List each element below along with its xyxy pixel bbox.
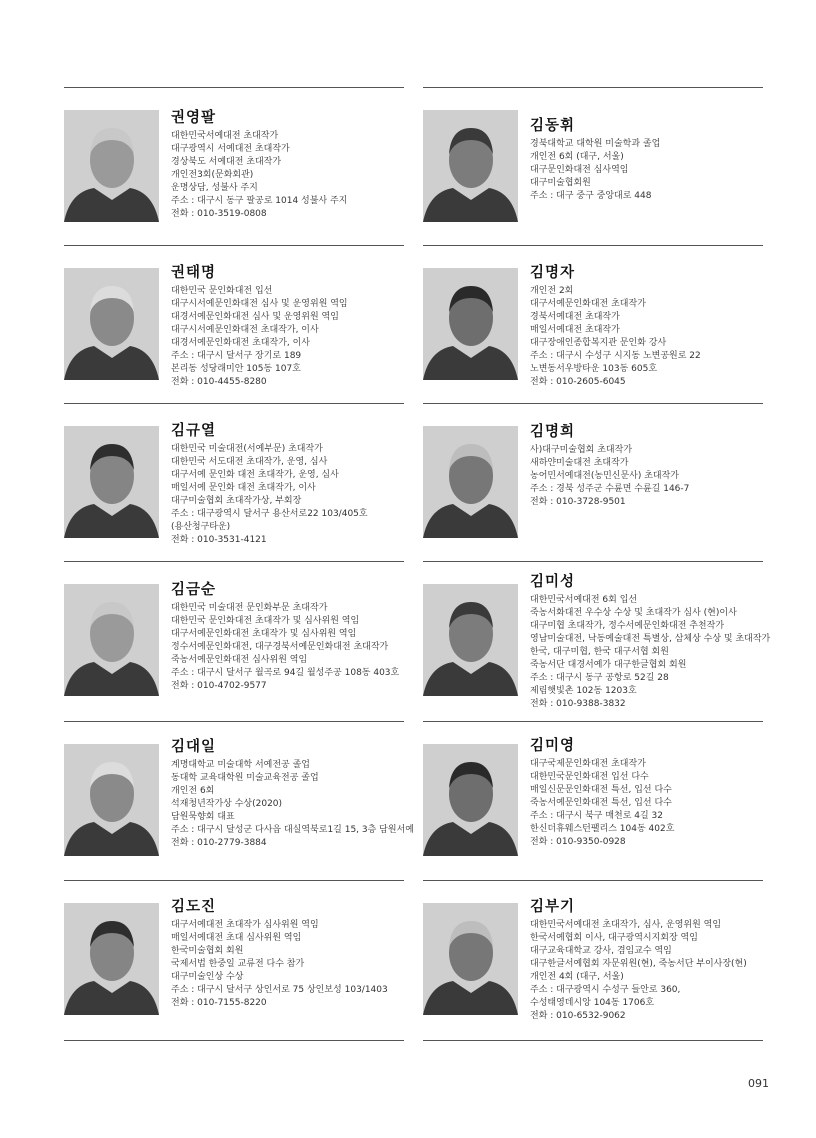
portrait-photo	[423, 426, 518, 538]
artist-detail-line: 대한민국서예대전 초대작가	[171, 131, 279, 141]
artist-entry	[423, 880, 763, 1038]
artist-photo	[423, 903, 518, 1015]
artist-detail-line: 개인전 2회	[530, 286, 574, 296]
artist-detail-line: 매일신문문인화대전 특선, 입선 다수	[530, 785, 672, 795]
artist-detail-line: 대구서예문인화대전 초대작가 및 심사위원 역임	[171, 629, 357, 639]
artist-entry	[64, 245, 404, 403]
artist-detail-line: 개인전 6회	[171, 786, 215, 796]
artist-detail-line: 대구미협 초대작가, 정수서예문인화대전 추천작가	[530, 621, 725, 631]
artist-detail-line: 주소 : 대구시 달성군 다사읍 대실역북로1길 15, 3층 담원서예	[171, 825, 414, 835]
artist-info	[171, 738, 414, 850]
artist-info	[530, 423, 770, 509]
divider	[423, 87, 763, 88]
page-number: 091	[748, 1077, 769, 1090]
artist-detail-line: 전화 : 010-2779-3884	[171, 838, 267, 848]
artist-detail-line: 대구시서예문인화대전 심사 및 운영위원 역임	[171, 299, 348, 309]
artist-detail-line: 주소 : 대구광역시 달서구 용산서로22 103/405호	[171, 509, 368, 519]
artist-photo	[423, 584, 518, 696]
artist-photo	[423, 426, 518, 538]
artist-detail-line: 사)대구미술협회 초대작가	[530, 445, 633, 455]
artist-entry	[423, 245, 763, 403]
artist-detail-line: 계명대학교 미술대학 서예전공 졸업	[171, 760, 310, 770]
artist-detail-line: 대구장애인종합복지관 문인화 강사	[530, 338, 667, 348]
divider	[64, 1040, 404, 1041]
artist-info	[530, 737, 770, 849]
artist-detail-line: 전화 : 010-3728-9501	[530, 497, 626, 507]
artist-detail-line: 죽농서단 대경서예가 대구한글협회 회원	[530, 660, 687, 670]
artist-name: 김대일	[171, 739, 217, 755]
artist-name: 김도진	[171, 899, 217, 915]
artist-detail-line: 전화 : 010-9350-0928	[530, 837, 626, 847]
artist-name: 권태명	[171, 265, 217, 281]
artist-detail-line: 대구교육대학교 강사, 겸임교수 역임	[530, 946, 672, 956]
artist-entry	[64, 403, 404, 561]
artist-detail-line: 대구문인화대전 심사역임	[530, 165, 629, 175]
artist-detail-line: 주소 : 대구시 달서구 상인서로 75 상인보성 103/1403	[171, 985, 388, 995]
divider	[423, 245, 763, 246]
artist-detail-line: 대구미술인상 수상	[171, 972, 244, 982]
artist-entry	[64, 561, 404, 719]
artist-detail-line: 주소 : 대구시 북구 매천로 4길 32	[530, 811, 664, 821]
artist-name: 김규열	[171, 423, 217, 439]
artist-detail-line: 경상북도 서예대전 초대작가	[171, 157, 282, 167]
artist-entry	[64, 721, 414, 879]
artist-detail-line: 매일서예대전 초대작가	[530, 325, 620, 335]
divider	[423, 403, 763, 404]
artist-detail-line: 대구광역시 서예대전 초대작가	[171, 144, 290, 154]
artist-detail-line: 전화 : 010-7155-8220	[171, 998, 267, 1008]
artist-detail-line: 개인전 6회 (대구, 서울)	[530, 152, 624, 162]
artist-photo	[64, 744, 159, 856]
artist-info	[171, 898, 411, 1010]
artist-photo	[64, 584, 159, 696]
artist-detail-line: 대경서예문인화대전 초대작가, 이사	[171, 338, 310, 348]
artist-detail-line: 전화 : 010-6532-9062	[530, 1011, 626, 1021]
divider	[423, 561, 763, 562]
portrait-photo	[64, 426, 159, 538]
artist-photo	[64, 426, 159, 538]
artist-detail-line: 주소 : 대구시 달서구 장기로 189	[171, 351, 302, 361]
artist-detail-line: 한국, 대구미협, 한국 대구서협 회원	[530, 647, 669, 657]
artist-entry	[64, 87, 404, 245]
artist-detail-line: 제림햇빛촌 102동 1203호	[530, 686, 637, 696]
artist-name: 김부기	[530, 899, 576, 915]
artist-name: 김동휘	[530, 118, 576, 134]
artist-info	[530, 573, 770, 711]
artist-detail-line: 대한민국문인화대전 입선 다수	[530, 772, 649, 782]
portrait-photo	[423, 584, 518, 696]
artist-detail-line: 국제서법 한중일 교류전 다수 참가	[171, 959, 305, 969]
artist-detail-line: 전화 : 010-3519-0808	[171, 209, 267, 219]
artist-detail-line: 담원묵향회 대표	[171, 812, 235, 822]
artist-entry	[64, 880, 404, 1038]
portrait-photo	[64, 744, 159, 856]
artist-detail-line: 영남미술대전, 낙동예술대전 특별상, 삼체상 수상 및 초대작가	[530, 634, 771, 644]
divider	[64, 880, 404, 881]
artist-name: 김금순	[171, 582, 217, 598]
divider	[423, 721, 763, 722]
artist-detail-line: 대한민국 문인화대전 입선	[171, 286, 273, 296]
artist-detail-line: 주소 : 대구시 동구 팔공로 1014 성불사 주지	[171, 196, 348, 206]
artist-detail-line: 주소 : 대구광역시 수성구 들안로 360,	[530, 985, 681, 995]
artist-detail-line: 수성태영데시앙 104동 1706호	[530, 998, 655, 1008]
artist-detail-line: 대한민국 미술대전 문인화부문 초대작가	[171, 603, 328, 613]
artist-detail-line: 대구한글서예협회 자문위원(현), 죽농서단 부이사장(현)	[530, 959, 747, 969]
artist-entry	[423, 403, 763, 561]
artist-info	[530, 117, 770, 203]
artist-detail-line: 한국미술협회 회원	[171, 946, 244, 956]
artist-info	[171, 581, 411, 693]
artist-detail-line: 전화 : 010-2605-6045	[530, 377, 626, 387]
artist-detail-line: 대한민국 문인화대전 초대작가 및 심사위원 역임	[171, 616, 360, 626]
divider	[423, 880, 763, 881]
artist-name: 김미성	[530, 574, 576, 590]
portrait-photo	[423, 744, 518, 856]
portrait-photo	[423, 903, 518, 1015]
portrait-photo	[423, 268, 518, 380]
artist-detail-line: 대구서예대전 초대작가 심사위원 역임	[171, 920, 319, 930]
artist-photo	[64, 268, 159, 380]
artist-detail-line: 농어민서예대전(농민신문사) 초대작가	[530, 471, 679, 481]
artist-photo	[64, 903, 159, 1015]
portrait-photo	[64, 268, 159, 380]
artist-detail-line: 한국서예협회 이사, 대구광역시지회장 역임	[530, 933, 698, 943]
artist-detail-line: 전화 : 010-3531-4121	[171, 535, 267, 545]
artist-detail-line: 전화 : 010-4702-9577	[171, 681, 267, 691]
artist-entry	[423, 721, 763, 879]
artist-detail-line: 노변동서우방타운 103동 605호	[530, 364, 658, 374]
artist-detail-line: 대구시서예문인화대전 초대작가, 이사	[171, 325, 319, 335]
artist-detail-line: 동대학 교육대학원 미술교육전공 졸업	[171, 773, 319, 783]
artist-detail-line: 죽농서예문인화대전 특선, 입선 다수	[530, 798, 672, 808]
artist-detail-line: 경북대학교 대학원 미술학과 졸업	[530, 139, 661, 149]
artist-detail-line: 운명상담, 성불사 주지	[171, 183, 258, 193]
artist-name: 김명희	[530, 424, 576, 440]
artist-detail-line: 매일서예대전 초대 심사위원 역임	[171, 933, 302, 943]
artist-info	[530, 898, 770, 1023]
artist-photo	[423, 268, 518, 380]
artist-info	[171, 264, 411, 389]
artist-detail-line: 개인전3회(문화회관)	[171, 170, 254, 180]
divider	[423, 1040, 763, 1041]
artist-detail-line: 대구미술협회원	[530, 178, 591, 188]
portrait-photo	[64, 903, 159, 1015]
artist-detail-line: 대한민국 서도대전 초대작가, 운영, 심사	[171, 457, 328, 467]
artist-detail-line: 새하얀미술대전 초대작가	[530, 458, 629, 468]
artist-detail-line: 전화 : 010-9388-3832	[530, 699, 626, 709]
artist-detail-line: 전화 : 010-4455-8280	[171, 377, 267, 387]
portrait-photo	[423, 110, 518, 222]
artist-detail-line: 대구국제문인화대전 초대작가	[530, 759, 646, 769]
artist-detail-line: 매일서예 문인화 대전 초대작가, 이사	[171, 483, 316, 493]
artist-entry	[423, 561, 771, 719]
artist-detail-line: (용산청구타운)	[171, 522, 231, 532]
artist-detail-line: 대한민국서예대전 6회 입선	[530, 595, 638, 605]
artist-detail-line: 한신더휴웨스턴팰리스 104동 402호	[530, 824, 675, 834]
artist-detail-line: 경북서예대전 초대작가	[530, 312, 620, 322]
artist-detail-line: 대구미술협회 초대작가상, 부회장	[171, 496, 302, 506]
artist-name: 김미영	[530, 738, 576, 754]
portrait-photo	[64, 110, 159, 222]
artist-detail-line: 대경서예문인화대전 심사 및 운영위원 역임	[171, 312, 339, 322]
artist-detail-line: 대구서예 문인화 대전 초대작가, 운영, 심사	[171, 470, 339, 480]
artist-detail-line: 본리동 성당래미안 105동 107호	[171, 364, 301, 374]
artist-detail-line: 죽농서예문인화대전 심사위원 역임	[171, 655, 308, 665]
artist-detail-line: 정수서예문인화대전, 대구경북서예문인화대전 초대작가	[171, 642, 389, 652]
artist-detail-line: 주소 : 대구시 동구 공항로 52길 28	[530, 673, 669, 683]
artist-detail-line: 대한민국 미술대전(서예부문) 초대작가	[171, 444, 323, 454]
artist-info	[530, 264, 770, 389]
artist-detail-line: 대구서예문인화대전 초대작가	[530, 299, 646, 309]
artist-detail-line: 주소 : 경북 성주군 수륜면 수륜길 146-7	[530, 484, 690, 494]
artist-info	[171, 109, 411, 221]
divider	[64, 721, 404, 722]
portrait-photo	[64, 584, 159, 696]
artist-detail-line: 주소 : 대구시 수성구 시지동 노변공원로 22	[530, 351, 701, 361]
artist-detail-line: 주소 : 대구 중구 중앙대로 448	[530, 191, 652, 201]
artist-photo	[64, 110, 159, 222]
artist-detail-line: 주소 : 대구시 달서구 월곡로 94길 월성주공 108동 403호	[171, 668, 400, 678]
divider	[64, 87, 404, 88]
artist-detail-line: 죽농서화대전 우수상 수상 및 초대작가 심사 (현)이사	[530, 608, 737, 618]
artist-photo	[423, 744, 518, 856]
artist-entry	[423, 87, 763, 245]
artist-info	[171, 422, 411, 547]
artist-name: 김명자	[530, 265, 576, 281]
divider	[64, 403, 404, 404]
artist-detail-line: 개인전 4회 (대구, 서울)	[530, 972, 624, 982]
divider	[64, 561, 404, 562]
divider	[64, 245, 404, 246]
artist-detail-line: 석재청년작가상 수상(2020)	[171, 799, 283, 809]
artist-name: 권영팔	[171, 110, 217, 126]
artist-photo	[423, 110, 518, 222]
artist-detail-line: 대한민국서예대전 초대작가, 심사, 운영위원 역임	[530, 920, 722, 930]
